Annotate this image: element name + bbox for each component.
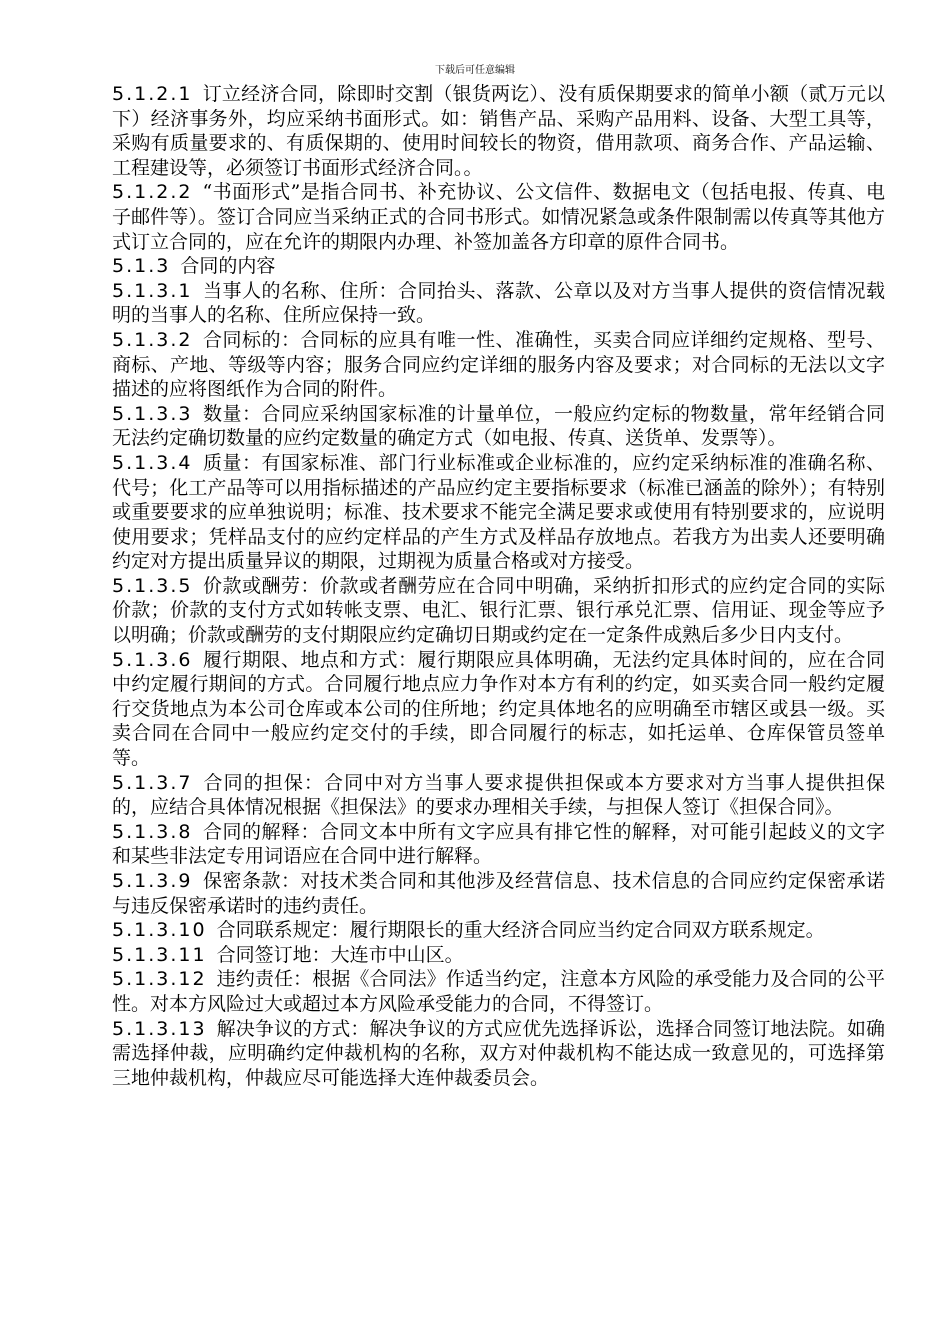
clause-number: 5.1.3.4 (112, 451, 193, 474)
clause-5-1-3-2 (112, 328, 885, 402)
clause-number: 5.1.3.2 (112, 328, 193, 351)
clause-number: 5.1.2.2 (112, 181, 193, 204)
clause-number: 5.1.3.9 (112, 870, 193, 892)
clause-number: 5.1.3.6 (112, 648, 193, 671)
clause-number: 5.1.2.1 (112, 83, 193, 105)
clause-5-1-3-10 (112, 918, 885, 943)
clause-number: 5.1.3.12 (112, 968, 207, 991)
clause-5-1-3-4 (112, 451, 885, 574)
document-body (112, 82, 885, 1090)
clause-number: 5.1.3.10 (112, 919, 207, 942)
clause-text: 合同的内容 (180, 255, 276, 278)
clause-text: 履行期限、地点和方式：履行期限应具体明确，无法约定具体时间的，应在合同中约定履行期间的方式。合同履行地点应力争作对本方有利的约定，如买卖合同一般约定履行交货地点为本公司仓库或本公司的住所地；约定具体地名的应明确至市辖区或县一级。买卖合同在合同中一般应约定交付的手续，即合同履行的标志，如托运单、仓库保管员签单等。 (112, 648, 885, 770)
clause-5-1-3-5 (112, 574, 885, 648)
clause-text: 数量：合同应采纳国家标准的计量单位，一般应约定标的物数量，常年经销合同无法约定确切数量的应约定数量的确定方式（如电报、传真、送货单、发票等）。 (112, 402, 885, 450)
clause-text: 合同的担保：合同中对方当事人要求提供担保或本方要求对方当事人提供担保的，应结合具体情况根据《担保法》的要求办理相关手续，与担保人签订《担保合同》。 (112, 771, 885, 819)
clause-text: 订立经济合同，除即时交割（银货两讫）、没有质保期要求的简单小额（贰万元以下）经济事务外，均应采纳书面形式。如：销售产品、采购产品用料、设备、大型工具等，采购有质量要求的、有质保期的、使用时间较长的物资，借用款项、商务合作、产品运输、工程建设等，必须签订书面形式经济合同。。 (112, 83, 885, 179)
section-heading-5-1-3 (112, 254, 885, 279)
clause-number: 5.1.3.5 (112, 574, 193, 597)
clause-5-1-3-6 (112, 648, 885, 771)
clause-number: 5.1.3.13 (112, 1017, 207, 1040)
clause-5-1-2-2 (112, 180, 885, 254)
clause-text: 违约责任：根据《合同法》作适当约定，注意本方风险的承受能力及合同的公平性。对本方风险过大或超过本方风险承受能力的合同，不得签订。 (112, 968, 885, 1015)
clause-5-1-3-9 (112, 869, 885, 918)
page-header: 下载后可任意编辑 (435, 65, 515, 76)
clause-5-1-3-11 (112, 943, 885, 968)
clause-text: 解决争议的方式：解决争议的方式应优先选择诉讼，选择合同签订地法院。如确需选择仲裁，应明确约定仲裁机构的名称，双方对仲裁机构不能达成一致意见的，可选择第三地仲裁机构，仲裁应尽可能选择大连仲裁委员会。 (112, 1017, 885, 1089)
clause-5-1-3-8 (112, 820, 885, 869)
clause-number: 5.1.3.7 (112, 771, 193, 794)
clause-text: 价款或酬劳：价款或者酬劳应在合同中明确，采纳折扣形式的应约定合同的实际价款；价款的支付方式如转帐支票、电汇、银行汇票、银行承兑汇票、信用证、现金等应予以明确；价款或酬劳的支付期限应约定确切日期或约定在一定条件成熟后多少日内支付。 (112, 574, 885, 647)
clause-5-1-3-12 (112, 967, 885, 1016)
clause-5-1-3-13 (112, 1017, 885, 1091)
clause-text: 保密条款：对技术类合同和其他涉及经营信息、技术信息的合同应约定保密承诺与违反保密承诺时的违约责任。 (112, 870, 885, 917)
clause-5-1-3-7 (112, 771, 885, 820)
clause-number: 5.1.3.8 (112, 820, 193, 843)
clause-5-1-2-1 (112, 82, 885, 180)
clause-text: “书面形式”是指合同书、补充协议、公文信件、数据电文（包括电报、传真、电子邮件等）。签订合同应当采纳正式的合同书形式。如情况紧急或条件限制需以传真等其他方式订立合同的，应在允许的期限内办理、补签加盖各方印章的原件合同书。 (112, 181, 885, 253)
clause-text: 合同联系规定：履行期限长的重大经济合同应当约定合同双方联系规定。 (216, 919, 825, 942)
clause-5-1-3-3 (112, 402, 885, 451)
clause-text: 合同的解释：合同文本中所有文字应具有排它性的解释，对可能引起歧义的文字和某些非法定专用词语应在合同中进行解释。 (112, 820, 885, 868)
clause-text: 合同标的：合同标的应具有唯一性、准确性，买卖合同应详细约定规格、型号、商标、产地、等级等内容；服务合同应约定详细的服务内容及要求；对合同标的无法以文字描述的应将图纸作为合同的附件。 (112, 328, 885, 401)
clause-text: 当事人的名称、住所：合同抬头、落款、公章以及对方当事人提供的资信情况载明的当事人的名称、住所应保持一致。 (112, 279, 885, 327)
clause-number: 5.1.3.1 (112, 279, 193, 302)
clause-text: 合同签订地：大连市中山区。 (216, 943, 464, 966)
clause-number: 5.1.3 (112, 255, 171, 278)
clause-text: 质量：有国家标准、部门行业标准或企业标准的，应约定采纳标准的准确名称、代号；化工产品等可以用指标描述的产品应约定主要指标要求（标准已涵盖的除外）；有特别或重要要求的应单独说明；标准、技术要求不能完全满足要求或使用有特别要求的，应说明使用要求；凭样品支付的应约定样品的产生方式及样品存放地点。若我方为出卖人还要明确约定对方提出质量异议的期限，过期视为质量合格或对方接受。 (112, 451, 885, 573)
clause-number: 5.1.3.11 (112, 943, 207, 966)
clause-number: 5.1.3.3 (112, 402, 193, 425)
clause-5-1-3-1 (112, 279, 885, 328)
